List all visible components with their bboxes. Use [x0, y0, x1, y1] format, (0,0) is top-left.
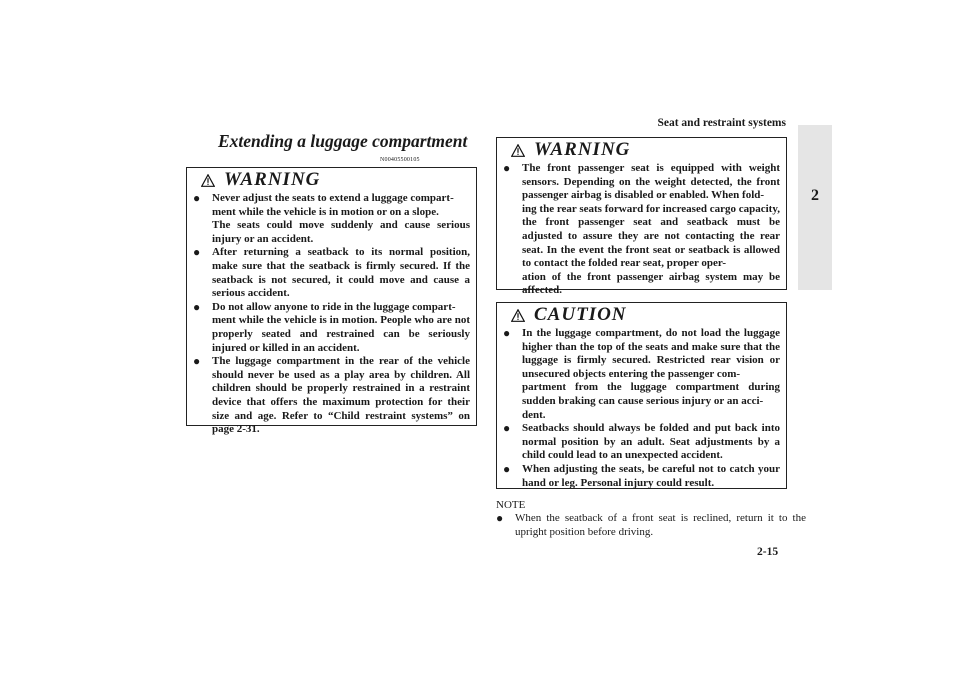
bullet-icon: ●: [193, 299, 201, 314]
warning-header: [511, 138, 780, 162]
caution-label: CAUTION: [534, 304, 627, 325]
chapter-tab-number: 2: [811, 187, 819, 204]
warning-header: [201, 168, 470, 192]
bullet-icon: ●: [503, 161, 511, 175]
caution-header: [511, 303, 780, 327]
caution-box: [496, 302, 787, 489]
note-item: ● When the seatback of a front seat is reclined, return it to the upright position before driving.: [496, 511, 806, 538]
list-item: ● The front passenger seat is equipped with weight sensors. Depending on the weight detected, the front passenger airbag is disabled or enabled. When fold- ing the rear seats forward for increased cargo capacity, the front passenger seat and seatback must be adjusted to assure they are not contacting the rear seat. In the event the front seat or seatback is allowed to contact the folded rear seat, proper oper- ation of the front passenger airbag system may be affected.: [503, 161, 780, 297]
list-item: ● Never adjust the seats to extend a luggage compart- ment while the vehicle is in motion or on a slope. The seats could move suddenly and cause serious injury or an accident.: [193, 191, 470, 245]
warning-triangle-icon: [511, 144, 525, 157]
bullet-icon: ●: [496, 511, 504, 525]
page-number: 2-15: [757, 546, 779, 558]
bullet-icon: ●: [193, 191, 201, 205]
bullet-icon: ●: [503, 461, 511, 476]
warning-triangle-icon: [201, 174, 215, 187]
bullet-icon: ●: [503, 421, 511, 436]
caution-triangle-icon: [511, 309, 525, 322]
list-item: ● Do not allow anyone to ride in the luggage compart- ment while the vehicle is in motion. People who are not properly seated and restrained can be seriously injured or killed in an accident.: [193, 299, 470, 354]
bullet-icon: ●: [503, 326, 511, 340]
chapter-tab: [798, 125, 832, 290]
list-item: ● After returning a seatback to its normal position, make sure that the seatback is firmly secured. If the seatback is not secured, it could move and cause a serious accident.: [193, 245, 470, 300]
section-code: N00405500105: [380, 157, 420, 163]
bullet-icon: ●: [193, 245, 201, 260]
warning-box-left: [186, 167, 477, 436]
note-label: NOTE: [496, 499, 526, 511]
list-item: ● Seatbacks should always be folded and put back into normal position by an adult. Seat adjustments by a child could lead to an unexpected accident.: [503, 421, 780, 462]
list-item: ● The luggage compartment in the rear of the vehicle should never be used as a play area by children. All children should be properly restrained in a restraint device that offers the maximum protection for their size and age. Refer to “Child restraint systems” on page 2-31.: [193, 354, 470, 436]
bullet-icon: ●: [193, 354, 201, 369]
warning-label: WARNING: [534, 139, 631, 160]
section-title: Extending a luggage compartment: [218, 131, 468, 151]
list-item: ● In the luggage compartment, do not load the luggage higher than the top of the seats and make sure that the luggage is firmly secured. Restricted rear vision or unsecured objects entering the passenger com- partment from the luggage compartment during sudden braking can cause serious injury or an acci- dent.: [503, 326, 780, 421]
warning-box-right: [496, 137, 787, 297]
warning-label: WARNING: [224, 169, 321, 190]
list-item: ● When adjusting the seats, be careful not to catch your hand or leg. Personal injury could result.: [503, 461, 780, 489]
running-header-title: Seat and restraint systems: [657, 117, 786, 129]
